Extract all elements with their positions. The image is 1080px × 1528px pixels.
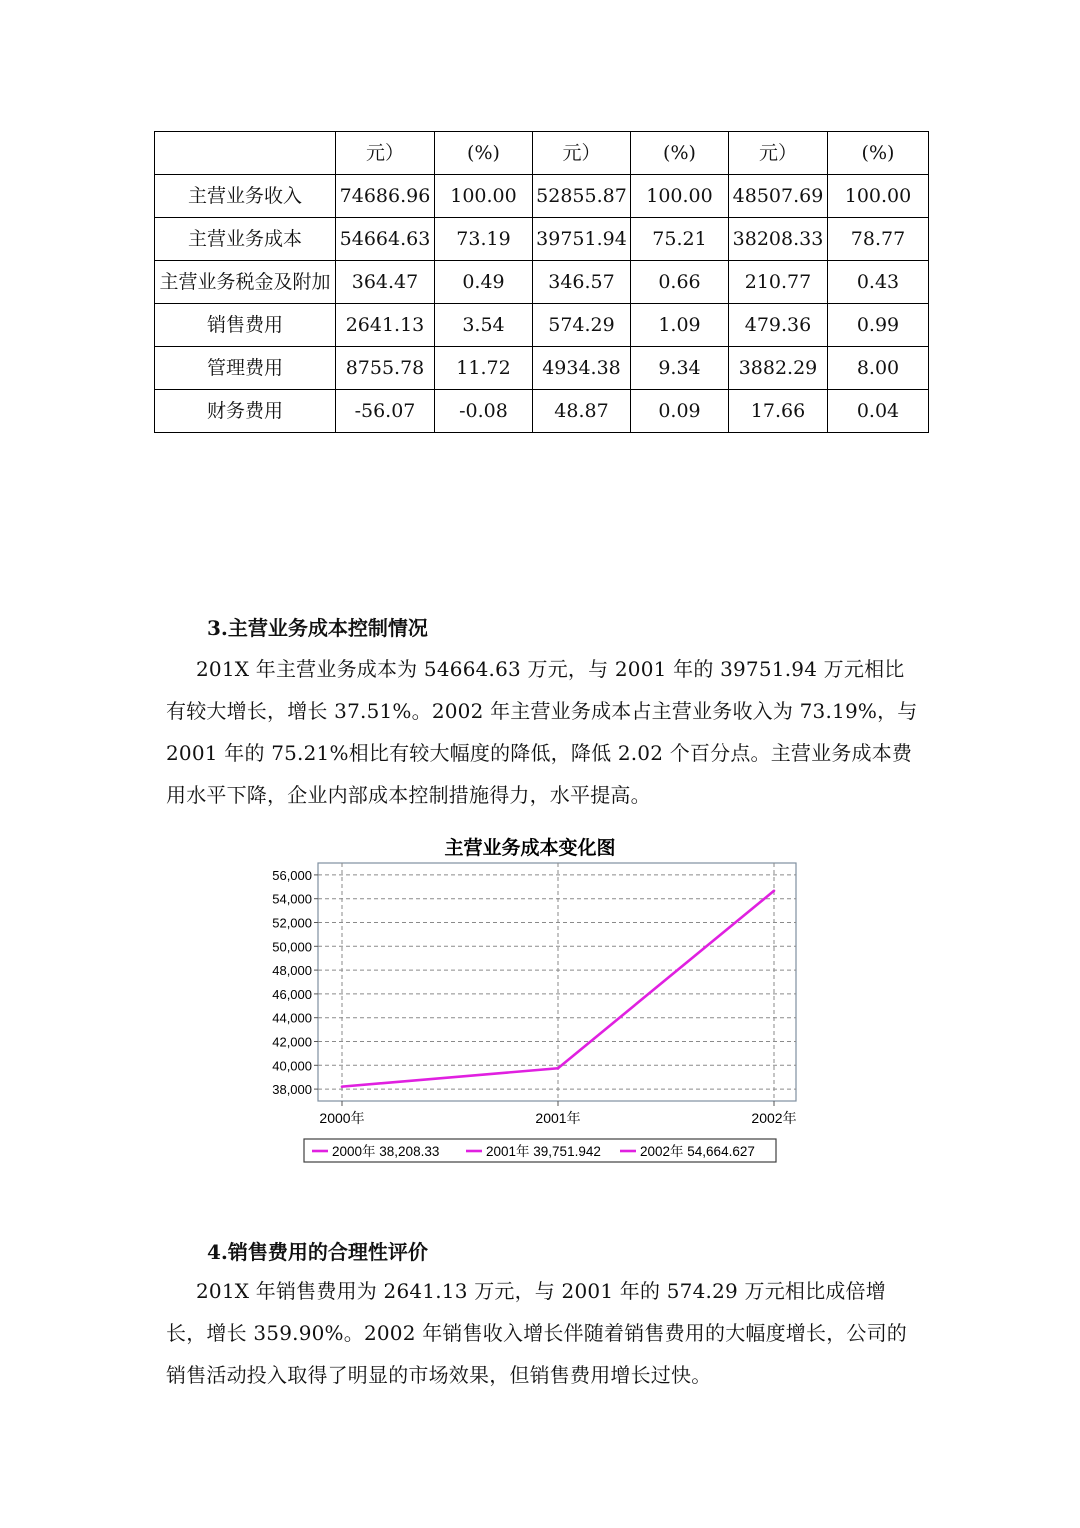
table-cell: 210.77: [729, 261, 828, 304]
y-tick-label: 46,000: [272, 986, 312, 1002]
x-tick-label: 2001年: [535, 1110, 581, 1126]
table-cell: (%): [435, 132, 533, 175]
table-cell: [155, 132, 336, 175]
row-label: 财务费用: [155, 390, 336, 433]
table-cell: 364.47: [336, 261, 435, 304]
section-4-paragraph: 201X 年销售费用为 2641.13 万元，与 2001 年的 574.29 万元相比成倍增长，增长 359.90%。2002 年销售收入增长伴随着销售费用的大幅度增长，公司的销售活动投入取得了明显的市场效果，但销售费用增长过快。: [166, 1279, 907, 1387]
table-cell: 0.99: [828, 304, 929, 347]
x-tick-label: 2002年: [751, 1110, 797, 1126]
table-cell: -56.07: [336, 390, 435, 433]
table-row: [155, 175, 929, 218]
table-cell: (%): [631, 132, 729, 175]
row-label: 主营业务税金及附加: [155, 261, 336, 304]
table-cell: 17.66: [729, 390, 828, 433]
cost-line-chart: [250, 826, 830, 1166]
table-cell: 元）: [729, 132, 828, 175]
legend-entry: 2000年 38,208.33: [332, 1144, 440, 1159]
table-cell: 74686.96: [336, 175, 435, 218]
table-cell: 0.43: [828, 261, 929, 304]
y-tick-label: 56,000: [272, 867, 312, 883]
table-row: [155, 261, 929, 304]
legend-entry: 2002年 54,664.627: [640, 1144, 755, 1159]
y-tick-label: 50,000: [272, 939, 312, 955]
table-cell: 元）: [336, 132, 435, 175]
table-cell: 2641.13: [336, 304, 435, 347]
table-cell: 0.09: [631, 390, 729, 433]
table-cell: 48507.69: [729, 175, 828, 218]
table-cell: 0.49: [435, 261, 533, 304]
table-cell: 75.21: [631, 218, 729, 261]
y-tick-label: 38,000: [272, 1082, 312, 1098]
data-point: [557, 1067, 560, 1070]
table-cell: 100.00: [828, 175, 929, 218]
table-cell: 48.87: [533, 390, 631, 433]
data-point: [773, 889, 776, 892]
section-3-paragraph: 201X 年主营业务成本为 54664.63 万元，与 2001 年的 39751.94 万元相比有较大增长，增长 37.51%。2002 年主营业务成本占主营业务收入为 73.19%，与 2001 年的 75.21%相比有较大幅度的降低，降低 2.02 个百分点。主营业务成本费用水平下降，企业内部成本控制措施得力，水平提高。: [166, 657, 918, 807]
table-row: [155, 347, 929, 390]
y-tick-label: 48,000: [272, 963, 312, 979]
table-header-row: [155, 132, 929, 175]
y-axis: [272, 868, 318, 1097]
table-cell: -0.08: [435, 390, 533, 433]
table-cell: 39751.94: [533, 218, 631, 261]
table-cell: 73.19: [435, 218, 533, 261]
table-cell: 3.54: [435, 304, 533, 347]
row-label: 管理费用: [155, 347, 336, 390]
table-row: [155, 304, 929, 347]
y-tick-label: 52,000: [272, 915, 312, 931]
table-cell: (%): [828, 132, 929, 175]
table-cell: 100.00: [435, 175, 533, 218]
table-row: [155, 390, 929, 433]
table-cell: 1.09: [631, 304, 729, 347]
table-cell: 0.66: [631, 261, 729, 304]
x-axis: [319, 1101, 796, 1126]
table-cell: 100.00: [631, 175, 729, 218]
table-cell: 346.57: [533, 261, 631, 304]
table-cell: 479.36: [729, 304, 828, 347]
chart-legend: [304, 1139, 776, 1162]
data-point: [341, 1085, 344, 1088]
table-cell: 8.00: [828, 347, 929, 390]
row-label: 主营业务成本: [155, 218, 336, 261]
table-cell: 4934.38: [533, 347, 631, 390]
table-cell: 54664.63: [336, 218, 435, 261]
legend-entry: 2001年 39,751.942: [486, 1144, 601, 1159]
y-tick-label: 42,000: [272, 1034, 312, 1050]
table-cell: 元）: [533, 132, 631, 175]
chart-title: 主营业务成本变化图: [444, 838, 616, 859]
table-cell: 9.34: [631, 347, 729, 390]
table-cell: 38208.33: [729, 218, 828, 261]
table-cell: 574.29: [533, 304, 631, 347]
y-tick-label: 54,000: [272, 891, 312, 907]
table-cell: 0.04: [828, 390, 929, 433]
table-cell: 3882.29: [729, 347, 828, 390]
row-label: 主营业务收入: [155, 175, 336, 218]
section-4-heading: 4.销售费用的合理性评价: [207, 1240, 428, 1264]
financial-table: [154, 131, 929, 433]
table-row: [155, 218, 929, 261]
y-tick-label: 40,000: [272, 1058, 312, 1074]
table-cell: 78.77: [828, 218, 929, 261]
table-cell: 11.72: [435, 347, 533, 390]
section-3-heading: 3.主营业务成本控制情况: [207, 616, 428, 640]
x-tick-label: 2000年: [319, 1110, 365, 1126]
table-cell: 52855.87: [533, 175, 631, 218]
table-cell: 8755.78: [336, 347, 435, 390]
row-label: 销售费用: [155, 304, 336, 347]
y-tick-label: 44,000: [272, 1010, 312, 1026]
